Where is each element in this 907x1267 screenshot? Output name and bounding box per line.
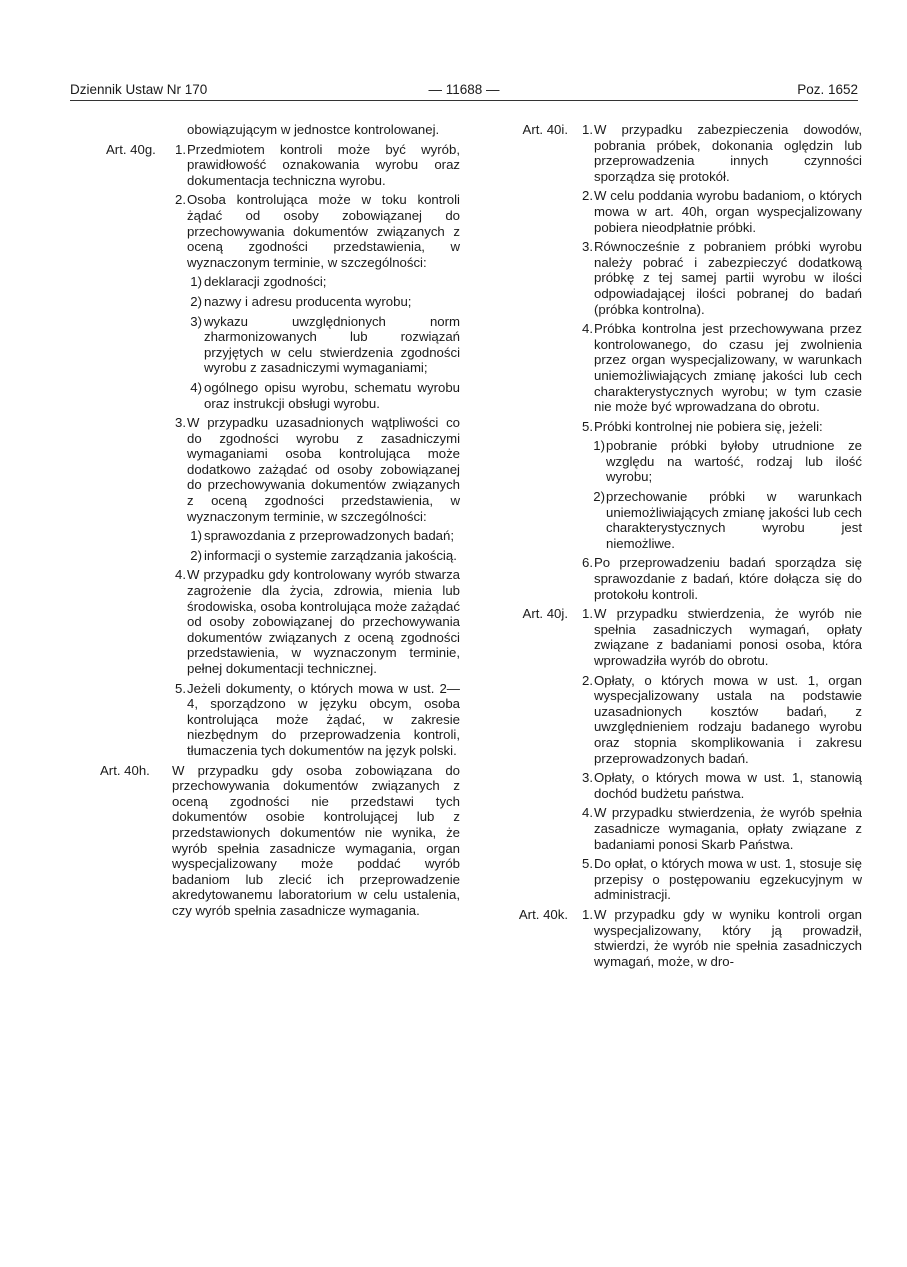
paragraph-number: 2. xyxy=(582,672,593,688)
list-item: 1) sprawozdania z przeprowadzonych badań; xyxy=(190,528,454,544)
article-label: Art. 40i. xyxy=(522,122,568,137)
paragraph-number: 5. xyxy=(582,418,593,434)
paragraph-number: 3. xyxy=(582,239,593,255)
article-40i-par-4: 4. Próbka kontrolna jest przechowywana przez kontrolowanego, do czasu jej zwolnienia przez organ wyspecjalizowany, w warunkach uniemożliwiających zmianę jakości lub cech charakterystycznych wyrobu; w tym czasie nie może być wprowadzana do obrotu. xyxy=(502,321,862,415)
article-40i-par-2: 2. W celu poddania wyrobu badaniom, o których mowa w art. 40h, organ wyspecjalizowany pobiera nieodpłatnie próbki. xyxy=(502,188,862,235)
article-40h: Art. 40h. W przypadku gdy osoba zobowiązana do przechowywania dokumentów związanych z oceną zgodności nie przedstawi tych dokumentów osobie kontrolującej lub z przedstawionych dokumentów nie wynika, że wyrób spełnia zasadnicze wymagania, organ wyspecjalizowany może poddać wyrób badaniom lub zlecić ich przeprowadzenie akredytowanemu laboratorium w celu ustalenia, czy wyrób spełnia zasadnicze wymagania. xyxy=(100,762,460,918)
list-item: 1) pobranie próbki byłoby utrudnione ze względu na wartość, rodzaj lub ilość wyrobu; xyxy=(593,438,862,485)
article-label: Art. 40g. xyxy=(106,141,156,157)
journal-title: Dziennik Ustaw Nr 170 xyxy=(70,82,208,97)
article-40i-par-6: 6. Po przeprowadzeniu badań sporządza się sprawozdanie z badań, które dołącza się do protokołu kontroli. xyxy=(502,555,862,602)
paragraph-number: 5. xyxy=(175,680,186,696)
paragraph-number: 3. xyxy=(582,770,593,786)
article-40j-par-4: 4. W przypadku stwierdzenia, że wyrób spełnia zasadnicze wymagania, opłaty związane z badaniami ponosi Skarb Państwa. xyxy=(502,805,862,852)
article-label: Art. 40j. xyxy=(522,606,568,622)
article-40i-par-5: 5. Próbki kontrolnej nie pobiera się, jeżeli: xyxy=(502,419,862,435)
paragraph-number: 2. xyxy=(582,188,593,204)
position-number: Poz. 1652 xyxy=(797,82,858,97)
article-40g-par-2: 2. Osoba kontrolująca może w toku kontroli żądać od osoby zobowiązanej do przechowywania dokumentów związanych z oceną zgodności przedstawienia, w wyznaczonym terminie, w szczególności: xyxy=(100,192,460,270)
left-column xyxy=(100,122,460,923)
paragraph-number: 3. xyxy=(175,415,186,431)
article-40k-par-1: Art. 40k. 1. W przypadku gdy w wyniku kontroli organ wyspecjalizowany, który ją prowadził, stwierdzi, że wyrób nie spełnia zasadniczych wymagań, może, w dro- xyxy=(502,907,862,969)
article-40j-par-5: 5. Do opłat, o których mowa w ust. 1, stosuje się przepisy o postępowaniu egzekucyjnym w administracji. xyxy=(502,856,862,903)
paragraph-number: 5. xyxy=(582,856,593,872)
page-header xyxy=(70,82,858,101)
right-column xyxy=(502,122,862,973)
article-40g-par-1: Art. 40g. 1. Przedmiotem kontroli może być wyrób, prawidłowość oznakowania wyrobu oraz dokumentacja techniczna wyrobu. xyxy=(106,141,460,188)
article-40j-par-2: 2. Opłaty, o których mowa w ust. 1, organ wyspecjalizowany ustala na podstawie uzasadnionych kosztów badań, z uwzględnieniem rodzaju badanego wyrobu oraz stopnia skomplikowania i zakresu przeprowadzonych badań. xyxy=(502,673,862,767)
article-label: Art. 40h. xyxy=(100,762,150,778)
article-40j-par-3: 3. Opłaty, o których mowa w ust. 1, stanowią dochód budżetu państwa. xyxy=(502,770,862,801)
article-40i-par-1: Art. 40i. 1. W przypadku zabezpieczenia dowodów, pobrania próbek, dokonania oględzin lub przeprowadzenia innych czynności sporządza się protokół. xyxy=(502,122,862,184)
paragraph-number: 1. xyxy=(582,606,593,622)
paragraph-number: 1. xyxy=(582,906,593,922)
article-40i-par-3: 3. Równocześnie z pobraniem próbki wyrobu należy pobrać i zabezpieczyć dodatkową próbkę z tej samej partii wyrobu w ilości odpowiadającej ilości pobranej do badań (próbka kontrolna). xyxy=(502,239,862,317)
paragraph-number: 2. xyxy=(175,192,186,208)
list-item: 2) informacji o systemie zarządzania jakością. xyxy=(190,547,457,563)
article-40g-par-5: 5. Jeżeli dokumenty, o których mowa w ust. 2—4, sporządzono w języku obcym, osoba kontrolująca może żądać, w zakresie niezbędnym do przeprowadzenia kontroli, tłumaczenia tych dokumentów na język polski. xyxy=(100,681,460,759)
article-40g-par-3: 3. W przypadku uzasadnionych wątpliwości co do zgodności wyrobu z zasadniczymi wymaganiami osoba kontrolująca może dodatkowo zażądać od osoby zobowiązanej do przechowywania dokumentów związanych z oceną zgodności przedstawienia, w wyznaczonym terminie, w szczególności: xyxy=(100,415,460,524)
article-40g-par-4: 4. W przypadku gdy kontrolowany wyrób stwarza zagrożenie dla życia, zdrowia, mienia lub środowiska, osoba kontrolująca może zażądać od osoby zobowiązanej do przechowywania dokumentów związanych z oceną zgodności przedstawienia, w wyznaczonym terminie, pełnej dokumentacji technicznej. xyxy=(100,567,460,676)
paragraph-number: 4. xyxy=(175,567,186,583)
paragraph-number: 1. xyxy=(175,141,186,157)
list-item: 3) wykazu uwzględnionych norm zharmonizowanych lub rozwiązań przyjętych w celu stwierdzenia zgodności wyrobu z zasadniczymi wymaganiami; xyxy=(190,313,460,376)
continued-text: obowiązującym w jednostce kontrolowanej. xyxy=(187,122,440,137)
page-number: — 11688 — xyxy=(428,82,500,97)
paragraph-number: 1. xyxy=(582,122,593,137)
list-item: 1) deklaracji zgodności; xyxy=(190,274,327,290)
article-label: Art. 40k. xyxy=(518,906,568,922)
list-item: 4) ogólnego opisu wyrobu, schematu wyrobu oraz instrukcji obsługi wyrobu. xyxy=(190,379,460,411)
paragraph-number: 4. xyxy=(582,805,593,821)
paragraph-number: 4. xyxy=(582,321,593,337)
article-40j-par-1: Art. 40j. 1. W przypadku stwierdzenia, że wyrób nie spełnia zasadniczych wymagań, opłaty związane z badaniami ponosi osoba, która wprowadziła wyrób do obrotu. xyxy=(502,606,862,668)
paragraph-number: 6. xyxy=(582,555,593,571)
list-item: 2) przechowanie próbki w warunkach uniemożliwiających zmianę jakości lub cech charakterystycznych wyrobu jest niemożliwe. xyxy=(593,489,862,551)
list-item: 2) nazwy i adresu producenta wyrobu; xyxy=(190,293,412,309)
